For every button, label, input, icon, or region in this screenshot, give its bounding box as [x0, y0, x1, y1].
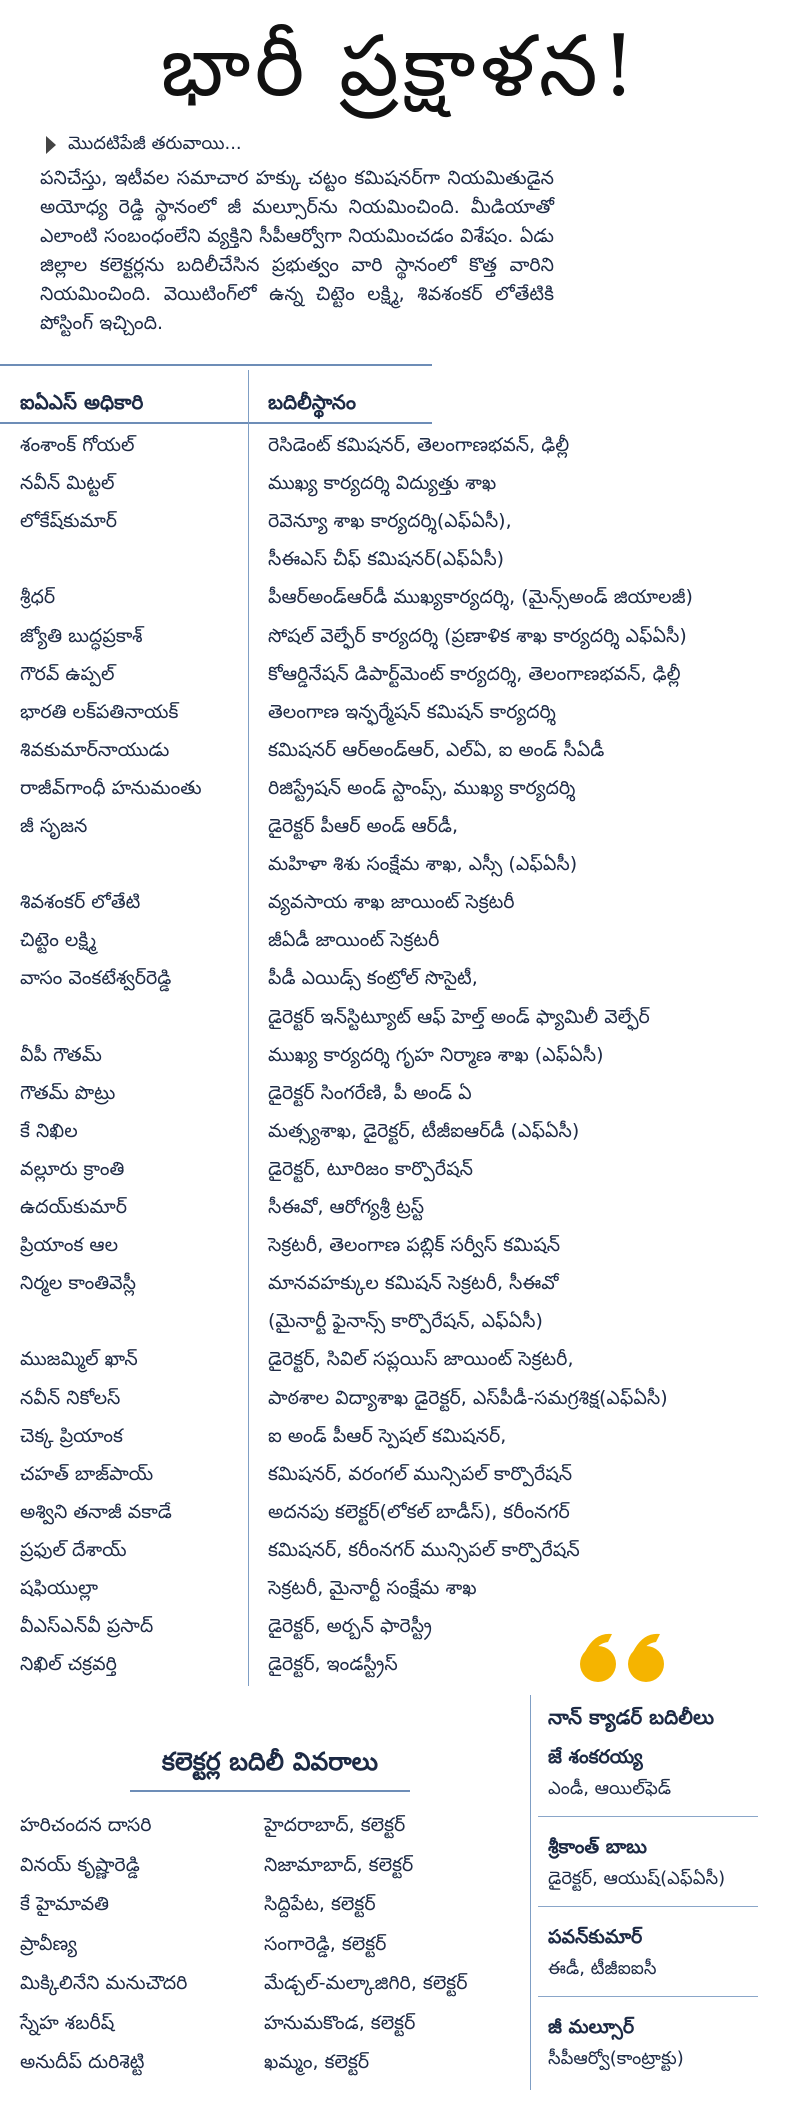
list-item: [0, 1927, 530, 1961]
table-row: [0, 1076, 800, 1110]
table-row: [0, 695, 800, 729]
posting: సెక్రటరీ, మైనార్టీ సంక్షేమ శాఖ: [268, 1577, 477, 1599]
non-cadre-posting: సీపీఆర్వో(కాంట్రాక్టు): [548, 2048, 684, 2069]
table-row: [0, 1571, 800, 1605]
collector-name: స్నేహ శబరీష్: [20, 2011, 115, 2034]
officer-name: జ్యోతి బుద్ధప్రకాశ్: [20, 624, 143, 647]
table-row: [0, 847, 800, 881]
officer-name: ఉదయ్‌కుమార్: [20, 1196, 127, 1218]
table-row: [0, 1457, 800, 1491]
quote-mark-icon: [576, 1630, 676, 1690]
officer-name: శంశాంక్ గోయల్: [20, 434, 135, 456]
table-row: [0, 1190, 800, 1224]
posting: పీఆర్అండ్ఆర్‌డీ ముఖ్యకార్యదర్శి, (మైన్స్అండ్ జియాలజీ): [268, 586, 693, 609]
non-cadre-section-title: నాన్ క్యాడర్ బదిలీలు: [548, 1705, 715, 1729]
table-row: [0, 657, 800, 691]
table-row: [0, 1342, 800, 1376]
officer-name: షఫియుల్లా: [20, 1577, 98, 1599]
table-row: [0, 428, 800, 462]
non-cadre-name: జే శంకరయ్య: [548, 1746, 643, 1768]
non-cadre-posting: ఈడీ, టీజీఐఐసీ: [548, 1958, 657, 1979]
posting: కమిషనర్, వరంగల్ మున్సిపల్ కార్పొరేషన్: [268, 1462, 573, 1485]
officer-name: భారతి లక్‌పతినాయక్: [20, 700, 179, 723]
list-item: [0, 1808, 530, 1842]
list-item: [0, 2045, 530, 2079]
posting: డైరెక్టర్, ఇండస్ట్రీస్: [268, 1653, 398, 1676]
posting: పీడీ ఎయిడ్స్ కంట్రోల్ సొసైటీ,: [268, 967, 478, 990]
chevron-right-icon: [46, 136, 56, 154]
non-cadre-name: జీ మల్సూర్: [548, 2016, 635, 2038]
table-row: [0, 1419, 800, 1453]
non-cadre-name: పవన్‌కుమార్: [548, 1926, 643, 1948]
posting: కమిషనర్, కరీంనగర్ మున్సిపల్ కార్పొరేషన్: [268, 1538, 580, 1561]
officer-name: వీపీ గౌతమ్: [20, 1043, 102, 1066]
officer-name: శివశంకర్ లోతేటి: [20, 891, 141, 914]
officer-name: చిట్టెం లక్ష్మి: [20, 929, 97, 952]
list-item: [0, 1966, 530, 2000]
posting: కమిషనర్ ఆర్అండ్ఆర్, ఎల్ఏ, ఐ అండ్ సీఏడీ: [268, 738, 605, 761]
officer-name: ముజమ్మిల్ ఖాన్: [20, 1348, 138, 1371]
table-row: [0, 1533, 800, 1567]
table-row: [0, 1038, 800, 1072]
officer-name: ప్రియాంక ఆల: [20, 1234, 119, 1257]
table-row: [0, 542, 800, 576]
officer-name: గౌతమ్ పొట్రు: [20, 1081, 116, 1104]
kicker-text: మొదటిపేజీ తరువాయి...: [68, 132, 242, 154]
divider: [538, 1996, 758, 1997]
non-cadre-posting: ఎండీ, ఆయిల్‌ఫెడ్: [548, 1778, 672, 1799]
table-row: [0, 466, 800, 500]
posting: ముఖ్య కార్యదర్శి విద్యుత్తు శాఖ: [268, 472, 497, 495]
list-item: [0, 1887, 530, 1921]
collector-name: వినయ్ కృష్ణారెడ్డి: [20, 1853, 140, 1876]
non-cadre-posting: డైరెక్టర్, ఆయుష్(ఎఫ్ఏసీ): [548, 1868, 726, 1889]
posting: డైరెక్టర్ ఇన్‌స్టిట్యూట్ ఆఫ్ హెల్త్ అండ్ ఫ్యామిలీ వెల్ఫేర్: [268, 1005, 650, 1028]
officer-name: అశ్విని తనాజీ వకాడే: [20, 1500, 172, 1523]
table-row: [0, 1495, 800, 1529]
posting: సెక్రటరీ, తెలంగాణ పబ్లిక్ సర్వీస్ కమిషన్: [268, 1234, 561, 1257]
officer-name: వాసం వెంకటేశ్వర్‌రెడ్డి: [20, 967, 172, 990]
posting: తెలంగాణ ఇన్ఫర్మేషన్ కమిషన్ కార్యదర్శి: [268, 700, 556, 723]
collector-name: కే హైమావతి: [20, 1893, 109, 1915]
posting: రెసిడెంట్ కమిషనర్, తెలంగాణభవన్, ఢిల్లీ: [268, 434, 570, 456]
list-item: [0, 1848, 530, 1882]
continuation-kicker: [46, 132, 242, 158]
posting: ఐ అండ్ పీఆర్ స్పెషల్ కమిషనర్,: [268, 1424, 507, 1447]
posting: రెవెన్యూ శాఖ కార్యదర్శి(ఎఫ్ఏసీ),: [268, 510, 512, 533]
officer-name: గౌరవ్ ఉప్పల్: [20, 662, 115, 685]
collector-name: హరిచందన దాసరి: [20, 1814, 152, 1836]
divider: [0, 364, 432, 366]
posting: డైరెక్టర్ సింగరేణి, పీ అండ్ ఏ: [268, 1081, 472, 1104]
table-row: [0, 809, 800, 843]
officer-name: వల్లూరు క్రాంతి: [20, 1157, 125, 1180]
officer-name: చహత్ బాజ్‌పాయ్: [20, 1462, 154, 1485]
posting: మత్స్యశాఖ, డైరెక్టర్, టీజీఐఆర్‌డీ (ఎఫ్ఏసీ): [268, 1119, 580, 1142]
table-row: [0, 1381, 800, 1415]
table-row: [0, 771, 800, 805]
table-row: [0, 1266, 800, 1300]
table-row: [0, 1152, 800, 1186]
table-row: [0, 1228, 800, 1262]
posting: మానవహక్కుల కమిషన్ సెక్రటరీ, సీఈవో: [268, 1272, 559, 1295]
posting: సీఈఎస్ చీఫ్ కమిషనర్(ఎఫ్ఏసీ): [268, 548, 505, 571]
table-row: [0, 1000, 800, 1034]
table-row: [0, 923, 800, 957]
posting: ముఖ్య కార్యదర్శి గృహ నిర్మాణ శాఖ (ఎఫ్ఏసీ): [268, 1043, 604, 1066]
collector-district: హనుమకొండ, కలెక్టర్: [264, 2011, 416, 2034]
posting: రిజిస్ట్రేషన్ అండ్ స్టాంప్స్, ముఖ్య కార్యదర్శి: [268, 776, 576, 799]
officer-name: వీఎస్ఎన్‌వీ ప్రసాద్: [20, 1615, 154, 1638]
collector-district: ఖమ్మం, కలెక్టర్: [264, 2051, 370, 2073]
column-header-officer: ఐఏఎస్ అధికారి: [20, 390, 144, 414]
officer-name: ప్రఫుల్ దేశాయ్: [20, 1538, 127, 1561]
officer-name: కే నిఖిల: [20, 1119, 78, 1142]
list-item: [0, 2006, 530, 2040]
column-header-posting: బదిలీస్థానం: [268, 390, 356, 414]
posting: డైరెక్టర్, అర్బన్ ఫారెస్ట్రీ: [268, 1615, 432, 1638]
posting: పాఠశాల విద్యాశాఖ డైరెక్టర్, ఎస్‌పీడీ-సమగ్రశిక్ష(ఎఫ్ఏసీ): [268, 1386, 668, 1409]
officer-name: జీ సృజన: [20, 815, 88, 837]
collector-district: నిజామాబాద్, కలెక్టర్: [264, 1853, 414, 1876]
collector-district: హైదరాబాద్, కలెక్టర్: [264, 1814, 406, 1836]
officer-name: నవీన్ మిట్టల్: [20, 472, 115, 495]
collector-district: సంగారెడ్డి, కలెక్టర్: [264, 1932, 387, 1955]
table-row: [0, 733, 800, 767]
posting: (మైనార్టీ ఫైనాన్స్ కార్పొరేషన్, ఎఫ్ఏసీ): [268, 1310, 543, 1333]
divider: [538, 1816, 758, 1817]
collector-name: ప్రావీణ్య: [20, 1932, 77, 1955]
officer-name: శివకుమార్‌నాయుడు: [20, 738, 170, 761]
officer-name: రాజీవ్‌గాంధీ హనుమంతు: [20, 776, 202, 799]
collector-district: మేడ్చల్-మల్కాజిగిరి, కలెక్టర్: [264, 1972, 468, 1994]
posting: సోషల్ వెల్ఫేర్ కార్యదర్శి (ప్రణాళిక శాఖ కార్యదర్శి ఎఫ్ఏసీ): [268, 624, 687, 647]
officer-name: నవీన్ నికోలస్: [20, 1386, 121, 1409]
table-row: [0, 1304, 800, 1338]
table-row: [0, 885, 800, 919]
officer-name: నిర్మల కాంతివెస్లీ: [20, 1272, 136, 1295]
collector-district: సిద్దిపేట, కలెక్టర్: [264, 1893, 376, 1915]
table-row: [0, 580, 800, 614]
table-row: [0, 504, 800, 538]
table-row: [0, 1609, 800, 1643]
posting: కోఆర్డినేషన్ డిపార్ట్‌మెంట్ కార్యదర్శి, తెలంగాణభవన్, ఢిల్లీ: [268, 662, 681, 685]
intro-paragraph: పనిచేస్తు, ఇటీవల సమాచార హక్కు చట్టం కమిషనర్‌గా నియమితుడైన అయోధ్య రెడ్డి స్థానంలో జీ మల్సూర్‌ను నియమించింది. మీడియాతో ఎలాంటి సంబంధంలేని వ్యక్తిని సీపీఆర్వోగా నియమించడం విశేషం. ఏడు జిల్లాల కలెక్టర్లను బదిలీచేసిన ప్రభుత్వం వారి స్థానంలో కొత్త వారిని నియమించింది. వెయిటింగ్‌లో ఉన్న చిట్టెం లక్ష్మి, శివశంకర్ లోతేటికి పోస్టింగ్ ఇచ్చింది.: [40, 167, 554, 334]
officer-name: చెక్క ప్రియాంక: [20, 1424, 123, 1447]
table-row: [0, 961, 800, 995]
officer-name: శ్రీధర్: [20, 586, 56, 609]
posting: జీఏడీ జాయింట్ సెక్రటరీ: [268, 929, 440, 952]
headline: భారీ ప్రక్షాళన!: [160, 17, 640, 115]
non-cadre-name: శ్రీకాంత్ బాబు: [548, 1836, 647, 1858]
column-divider: [530, 1695, 531, 2090]
collector-name: మిక్కిలినేని మనుచౌదరి: [20, 1972, 188, 1994]
posting: డైరెక్టర్ పీఆర్ అండ్ ఆర్‌డీ,: [268, 815, 458, 837]
divider: [130, 1790, 410, 1792]
posting: సీఈవో, ఆరోగ్యశ్రీ ట్రస్ట్: [268, 1196, 425, 1218]
officer-name: నిఖిల్ చక్రవర్తి: [20, 1653, 117, 1676]
table-row: [0, 1647, 800, 1681]
divider: [0, 422, 432, 424]
table-row: [0, 619, 800, 653]
divider: [538, 1906, 758, 1907]
posting: డైరెక్టర్, టూరిజం కార్పొరేషన్: [268, 1157, 474, 1180]
collector-name: అనుదీప్ దురిశెట్టి: [20, 2051, 145, 2073]
officer-name: లోకేష్‌కుమార్: [20, 510, 118, 533]
posting: డైరెక్టర్, సివిల్ సప్లయిస్ జాయింట్ సెక్రటరీ,: [268, 1348, 574, 1371]
table-row: [0, 1114, 800, 1148]
posting: వ్యవసాయ శాఖ జాయింట్ సెక్రటరీ: [268, 891, 515, 914]
posting: అదనపు కలెక్టర్(లోకల్ బాడీస్), కరీంనగర్: [268, 1500, 570, 1523]
posting: మహిళా శిశు సంక్షేమ శాఖ, ఎస్సీ (ఎఫ్ఏసీ): [268, 853, 578, 876]
collectors-section-title: కలెక్టర్ల బదిలీ వివరాలు: [161, 1747, 379, 1776]
